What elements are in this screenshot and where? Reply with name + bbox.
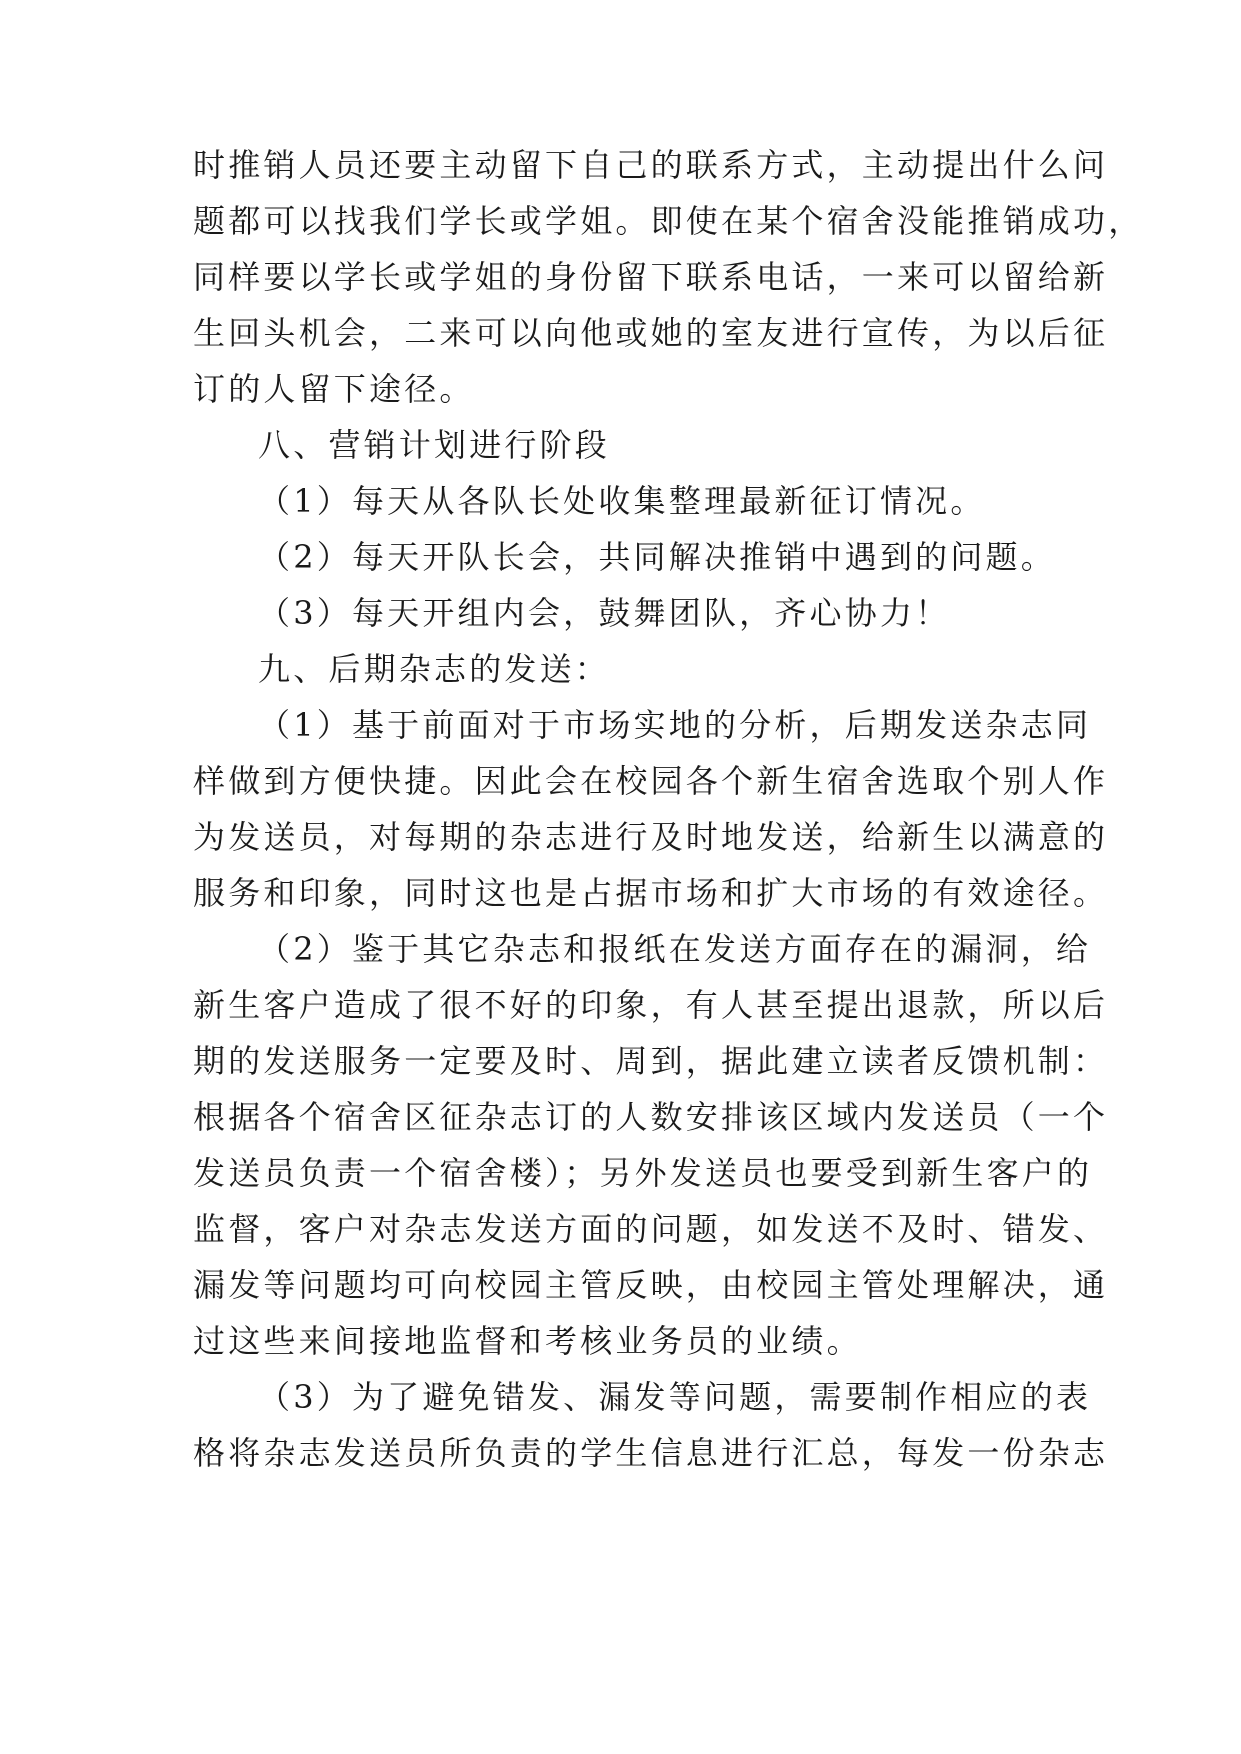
list-item: （2）每天开队长会，共同解决推销中遇到的问题。 [258,538,1056,576]
paragraph-line: （1）基于前面对于市场实地的分析，后期发送杂志同 [258,706,1092,744]
paragraph-line: 过这些来间接地监督和考核业务员的业绩。 [193,1322,862,1360]
section-heading: 八、营销计划进行阶段 [258,426,611,464]
section-heading: 九、后期杂志的发送： [258,650,611,688]
paragraph-line: （3）为了避免错发、漏发等问题，需要制作相应的表 [258,1378,1092,1416]
paragraph-line: 格将杂志发送员所负责的学生信息进行汇总，每发一份杂志 [193,1434,1109,1472]
paragraph-line: 样做到方便快捷。因此会在校园各个新生宿舍选取个别人作 [193,762,1109,800]
paragraph-line: 生回头机会，二来可以向他或她的室友进行宣传，为以后征 [193,314,1109,352]
paragraph-line: 题都可以找我们学长或学姐。即使在某个宿舍没能推销成功， [193,202,1144,240]
paragraph-line: 订的人留下途径。 [193,370,475,408]
paragraph-line: 服务和印象，同时这也是占据市场和扩大市场的有效途径。 [193,874,1109,912]
paragraph-line: 根据各个宿舍区征杂志订的人数安排该区域内发送员（一个 [193,1098,1109,1136]
paragraph-line: 漏发等问题均可向校园主管反映，由校园主管处理解决，通 [193,1266,1109,1304]
list-item: （1）每天从各队长处收集整理最新征订情况。 [258,482,986,520]
paragraph-line: 为发送员，对每期的杂志进行及时地发送，给新生以满意的 [193,818,1109,856]
paragraph-line: 发送员负责一个宿舍楼）；另外发送员也要受到新生客户的 [193,1154,1093,1192]
paragraph-line: 新生客户造成了很不好的印象，有人甚至提出退款，所以后 [193,986,1109,1024]
paragraph-line: 同样要以学长或学姐的身份留下联系电话，一来可以留给新 [193,258,1109,296]
paragraph-line: 监督，客户对杂志发送方面的问题，如发送不及时、错发、 [193,1210,1109,1248]
paragraph-line: （2）鉴于其它杂志和报纸在发送方面存在的漏洞，给 [258,930,1092,968]
list-item: （3）每天开组内会，鼓舞团队，齐心协力！ [258,594,951,632]
paragraph-line: 时推销人员还要主动留下自己的联系方式，主动提出什么问 [193,146,1109,184]
paragraph-line: 期的发送服务一定要及时、周到，据此建立读者反馈机制： [193,1042,1109,1080]
